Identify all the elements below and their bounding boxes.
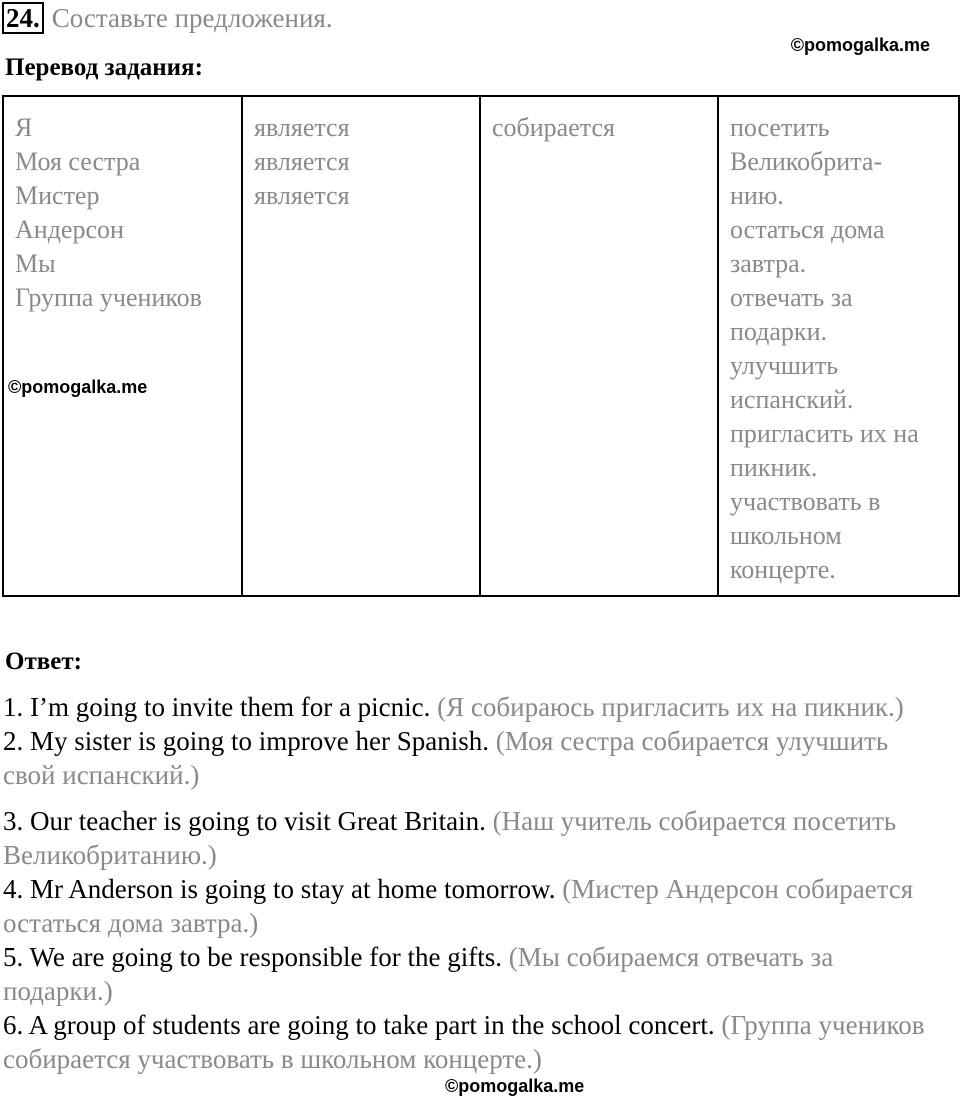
table-cell-line: Андерсон [15, 215, 124, 244]
answer-item [3, 940, 933, 1008]
answer-russian: (Наш учитель собирается посетить Великобританию.) [3, 806, 897, 870]
table-cell-line: является [254, 147, 350, 176]
answer-english: 5. We are going to be responsible for the gifts. [3, 942, 502, 972]
table-cell-line: концерте. [730, 555, 836, 584]
answer-item [3, 724, 933, 792]
table-cell-line: испанский. [730, 385, 854, 414]
table-cell-line: участвовать в [730, 487, 881, 516]
table-cell-line: завтра. [730, 249, 807, 278]
table-row [3, 96, 959, 596]
table-cell-line: улучшить [730, 351, 839, 380]
watermark-top: ©pomogalka.me [790, 35, 930, 55]
table-cell-line: Мы [15, 249, 56, 278]
answer-english: 3. Our teacher is going to visit Great Britain. [3, 806, 486, 836]
answer-english: 1. I’m going to invite them for a picnic. [3, 692, 431, 722]
answer-item [3, 1008, 933, 1076]
table-cell-line: Моя сестра [15, 147, 141, 176]
task-header [2, 2, 333, 34]
task-instruction: Составьте предложения. [51, 2, 333, 33]
answer-english: 6. A group of students are going to take part in the school concert. [3, 1010, 715, 1040]
answer-item [3, 804, 933, 872]
answer-russian: (Моя сестра собирается улучшить свой испанский.) [3, 726, 889, 790]
answer-russian: (Мистер Андерсон собирается остаться дома завтра.) [3, 874, 914, 938]
answer-item [3, 690, 933, 724]
table-cell-line: Я [15, 113, 33, 142]
sentence-table [2, 95, 960, 597]
task-number: 24. [2, 2, 44, 34]
watermark-bottom: ©pomogalka.me [445, 1076, 585, 1096]
answer-list [3, 690, 933, 1076]
answer-english: 2. My sister is going to improve her Spanish. [3, 726, 489, 756]
answer-russian: (Я собираюсь пригласить их на пикник.) [437, 692, 904, 722]
table-cell-line: пикник. [730, 453, 818, 482]
table-cell-line: Группа учеников [15, 283, 202, 312]
answer-title: Ответ: [5, 648, 82, 675]
table-cell-line: является [254, 181, 350, 210]
table-cell-line: остаться дома [730, 215, 885, 244]
table-cell-line: является [254, 113, 350, 142]
table-cell-line: собирается [492, 113, 615, 142]
table-cell-line: Великобрита- [730, 147, 883, 176]
translation-title: Перевод задания: [5, 54, 203, 81]
table-cell-line: отвечать за [730, 283, 853, 312]
column-going-to [480, 96, 718, 596]
answer-russian: (Группа учеников собирается участвовать в школьном концерте.) [3, 1010, 925, 1074]
watermark-cell: ©pomogalka.me [8, 377, 148, 397]
table-cell-line: подарки. [730, 317, 827, 346]
table-cell-line: посетить [730, 113, 830, 142]
column-actions [718, 96, 959, 596]
column-subjects [3, 96, 242, 596]
answer-item [3, 872, 933, 940]
table-cell-line: нию. [730, 181, 784, 210]
table-cell-line: Мистер [15, 181, 100, 210]
answer-russian: (Мы собираемся отвечать за подарки.) [3, 942, 834, 1006]
column-verb-be [242, 96, 480, 596]
table-cell-line: школьном [730, 521, 842, 550]
table-cell-line: пригласить их на [730, 419, 919, 448]
answer-english: 4. Mr Anderson is going to stay at home tomorrow. [3, 874, 556, 904]
